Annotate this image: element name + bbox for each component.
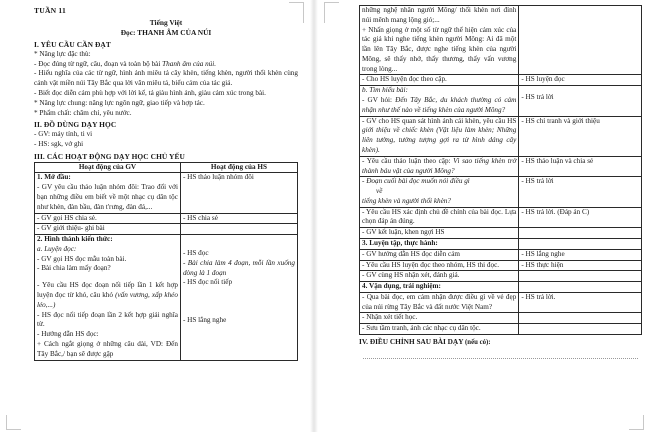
- cell-paragraph: [362, 6, 516, 26]
- cell-text: - Hướng dẫn HS đọc:: [37, 330, 99, 339]
- cell-paragraph: [362, 75, 516, 85]
- table-row: [360, 282, 642, 293]
- cell-spacer: [183, 242, 295, 249]
- cell-paragraph: [183, 173, 295, 183]
- column-header-student: Hoạt động của HS: [180, 162, 297, 173]
- cell-text: - GV cùng HS nhận xét, đánh giá.: [362, 271, 460, 280]
- section-ii-heading: II. ĐỒ DÙNG DẠY HỌC: [34, 120, 117, 130]
- cell-paragraph: [521, 75, 639, 85]
- cell-text: - GV hướng dẫn HS đọc diễn cảm: [362, 249, 460, 258]
- cell-text-emphasis: giới thiệu về chiếc khèn (Vật liệu làm khèn; Những liên tưởng, tưởng tượng gợi ra từ hình dáng cây khèn).: [362, 126, 517, 154]
- cell-paragraph: [362, 197, 516, 207]
- document-page-left: [0, 0, 310, 432]
- cell-paragraph: [362, 261, 516, 271]
- cell-paragraph: [183, 259, 295, 279]
- cell-paragraph: [183, 214, 295, 224]
- cell-student-activity: [519, 282, 642, 293]
- activities-table-left: [34, 162, 298, 361]
- cell-paragraph: [37, 214, 178, 224]
- cell-teacher-activity: [35, 213, 181, 224]
- cell-text: - Sưu tầm tranh, ảnh các nhạc cụ dân tộc.: [362, 324, 481, 333]
- cell-teacher-activity: [360, 313, 519, 324]
- cell-teacher-activity: [360, 324, 519, 335]
- activities-table-right: [359, 5, 642, 335]
- section-i-heading: I. YÊU CẦU CẦN ĐẠT: [34, 39, 111, 49]
- table-row: [360, 116, 642, 156]
- cell-student-activity: [519, 207, 642, 228]
- cell-text: 4. Vận dụng, trải nghiệm:: [362, 282, 441, 291]
- cell-text: - GV hỏi:: [362, 96, 396, 105]
- page-corner-mark-bottom-right: [629, 415, 644, 430]
- cell-paragraph: [37, 183, 178, 212]
- cell-text: - HS trả lời.: [521, 292, 556, 301]
- cell-text: - GV gọi HS chia sẻ.: [37, 213, 97, 222]
- cell-text: - Yêu cầu thảo luận theo cặp:: [362, 156, 454, 165]
- cell-paragraph: [521, 293, 639, 303]
- cell-paragraph: [362, 228, 516, 238]
- cell-student-activity: [519, 75, 642, 86]
- cell-paragraph: [362, 26, 516, 75]
- table-row: [360, 6, 642, 75]
- objective-item-1: [34, 60, 298, 70]
- subject-title: Tiếng Việt: [149, 18, 183, 27]
- cell-text: - Yêu cầu HS luyện đọc theo nhóm, HS thi đọc.: [362, 260, 500, 269]
- cell-text: - HS lắng nghe: [182, 316, 227, 325]
- cell-paragraph: [521, 157, 639, 167]
- cell-teacher-activity: [360, 282, 519, 293]
- cell-text: b. Tìm hiểu bài:: [362, 86, 408, 95]
- table-row: [360, 238, 642, 249]
- cell-text: - HS đọc nối tiếp đoạn lần 2 kết hợp giải nghĩa từ.: [37, 310, 178, 329]
- cell-teacher-activity: [360, 228, 519, 239]
- table-row: [360, 324, 642, 335]
- page-corner-mark-top-left: [324, 2, 339, 23]
- cell-teacher-activity: [360, 156, 519, 177]
- cell-student-activity: [180, 173, 297, 213]
- cell-paragraph: [521, 117, 639, 127]
- cell-teacher-activity: [360, 177, 519, 207]
- cell-teacher-activity: [35, 235, 181, 360]
- competency-general: * Năng lực chung: năng lực ngôn ngữ, giao tiếp và hợp tác.: [34, 98, 205, 107]
- teaching-aid-teacher: - GV: máy tính, ti vi: [34, 130, 93, 139]
- cell-paragraph: [362, 282, 516, 292]
- cell-paragraph: [183, 249, 295, 259]
- reading-title: Đọc: THANH ÂM CỦA NÚI: [120, 27, 212, 37]
- teaching-aid-student: - HS: sgk, vở ghi: [34, 140, 84, 149]
- objective-item-3: - Biết đọc diễn cảm phù hợp với lời kể, tả giàu hình ảnh, giàu cảm xúc trong bài.: [34, 88, 266, 97]
- table-row: [360, 292, 642, 313]
- page-gutter-divider: [310, 0, 318, 432]
- cell-teacher-activity: [360, 249, 519, 260]
- table-row: [360, 177, 642, 207]
- cell-student-activity: [519, 271, 642, 282]
- cell-spacer: [183, 235, 295, 242]
- section-iv-title: IV. ĐIỀU CHỈNH SAU BÀI DẠY: [359, 337, 466, 346]
- cell-student-activity: [519, 228, 642, 239]
- cell-spacer: [183, 295, 295, 302]
- table-row: [360, 313, 642, 324]
- cell-text-emphasis: Vì sao tiếng khèn trở thành báu vật của người Mông?: [362, 156, 517, 175]
- cell-paragraph: [521, 208, 639, 218]
- cell-student-activity: [180, 235, 297, 360]
- page-corner-mark-bottom-left: [6, 415, 21, 430]
- cell-paragraph: [362, 324, 516, 334]
- cell-student-activity: [519, 249, 642, 260]
- cell-paragraph: [37, 224, 178, 234]
- table-row: [360, 228, 642, 239]
- cell-paragraph: [362, 293, 516, 313]
- section-iv-fill-rule: [363, 358, 638, 359]
- table-row: [360, 260, 642, 271]
- cell-student-activity: [519, 324, 642, 335]
- cell-text: - HS luyện đọc: [521, 75, 565, 84]
- cell-text: - HS trả lời: [521, 177, 554, 186]
- cell-paragraph: [362, 157, 516, 177]
- cell-teacher-activity: [360, 260, 519, 271]
- cell-paragraph: [183, 278, 295, 288]
- cell-student-activity: [519, 6, 642, 75]
- cell-teacher-activity: [360, 6, 519, 75]
- cell-paragraph: [37, 245, 178, 255]
- cell-text: về: [376, 187, 383, 196]
- objective-item-1-text: - Đọc đúng từ ngữ, câu, đoạn và toàn bộ bài: [34, 59, 163, 68]
- cell-text: - GV kết luận, khen ngợi HS: [362, 228, 445, 237]
- cell-text: a. Luyện đọc:: [37, 244, 77, 253]
- table-row: [360, 86, 642, 116]
- cell-paragraph: [521, 93, 639, 103]
- cell-text: - GV gọi HS đọc mẫu toàn bài.: [37, 254, 127, 263]
- cell-paragraph: [521, 261, 639, 271]
- competency-specific-label: * Năng lực đặc thù:: [34, 49, 91, 58]
- cell-teacher-activity: [360, 207, 519, 228]
- cell-text: - HS lắng nghe: [521, 249, 565, 258]
- cell-paragraph: [37, 340, 178, 360]
- cell-text: 3. Luyện tập, thực hành:: [362, 238, 438, 247]
- table-row: [35, 173, 298, 213]
- cell-text: - Bài chia làm mấy đoạn?: [37, 264, 111, 273]
- cell-spacer: [37, 274, 178, 281]
- cell-text: - GV cho HS quan sát hình ảnh cái khèn, yêu cầu HS: [362, 116, 517, 125]
- activities-table-left-body: [35, 173, 298, 360]
- cell-teacher-activity: [360, 292, 519, 313]
- cell-text: + Cách ngắt giọng ở những câu dài, VD: Đến Tây Bắc,/ bạn sẽ được gặp: [37, 339, 178, 358]
- cell-paragraph: [37, 311, 178, 331]
- cell-student-activity: [519, 116, 642, 156]
- cell-text: - Yêu cầu HS xác định chủ đề chính của bài đọc. Lựa chọn đáp án đúng.: [362, 207, 517, 226]
- cell-text: - Đoạn cuối bài đọc muốn nói điều gì: [362, 177, 470, 186]
- cell-paragraph: [37, 173, 178, 183]
- cell-paragraph: [362, 239, 516, 249]
- table-header-row: [35, 162, 298, 173]
- cell-teacher-activity: [360, 238, 519, 249]
- cell-paragraph: [37, 264, 178, 274]
- cell-text: - Cho HS luyện đọc theo cặp.: [362, 75, 447, 84]
- cell-text: + Nhấn giọng ở một số từ ngữ thể hiện cảm xúc của tác giả khi nghe tiếng khèn người Mông: Ai đã một lần lên Tây Bắc, được nghe tiếng khèn của người Mông, sẽ thấy nhớ, thấy thương, thấy vấn vương trong lòng...: [362, 25, 517, 73]
- cell-student-activity: [180, 224, 297, 235]
- cell-paragraph: [183, 316, 295, 326]
- cell-teacher-activity: [360, 75, 519, 86]
- cell-spacer: [183, 302, 295, 309]
- cell-spacer: [183, 288, 295, 295]
- table-row: [35, 213, 298, 224]
- table-row: [360, 207, 642, 228]
- section-iv-heading: [359, 337, 642, 346]
- cell-text: - HS trả lời. (Đáp án C): [521, 207, 590, 216]
- cell-paragraph: [37, 255, 178, 265]
- cell-paragraph: [362, 271, 516, 281]
- cell-paragraph: [362, 250, 516, 260]
- cell-spacer: [183, 309, 295, 316]
- section-iii-heading: III. CÁC HOẠT ĐỘNG DẠY HỌC CHỦ YẾU: [34, 151, 185, 161]
- cell-text: - Bài chia làm 4 đoạn, mỗi lần xuống dòng là 1 đoạn: [182, 258, 295, 277]
- cell-text: - HS trả lời: [521, 93, 554, 102]
- column-header-teacher: Hoạt động của GV: [35, 162, 181, 173]
- cell-paragraph: [362, 187, 516, 197]
- table-row: [35, 224, 298, 235]
- cell-paragraph: [37, 235, 178, 245]
- cell-text-emphasis: (vấn vương, xấp khéo léo,...): [37, 291, 178, 309]
- cell-student-activity: [519, 86, 642, 116]
- cell-student-activity: [519, 260, 642, 271]
- cell-paragraph: [362, 313, 516, 323]
- cell-paragraph: [362, 177, 516, 187]
- cell-paragraph: [521, 177, 639, 187]
- cell-teacher-activity: [360, 271, 519, 282]
- objective-item-2: - Hiểu nghĩa của các từ ngữ, hình ảnh miêu tả cây khèn, tiếng khèn, người thổi khèn cùng cảnh vật miền núi Tây Bắc qua lời văn miêu tả, biểu cảm của tác giả.: [34, 69, 298, 88]
- cell-teacher-activity: [35, 224, 181, 235]
- cell-text: - Yêu cầu HS đọc đoạn nối tiếp lần 1 kết hợp luyện đọc từ khó, câu khó: [37, 281, 178, 300]
- cell-paragraph: [37, 330, 178, 340]
- cell-text: - HS đọc: [182, 249, 209, 258]
- cell-text: - Qua bài đọc, em cảm nhận được điều gì về vẻ đẹp của núi rừng Tây Bắc và đất nước Việt Nam?: [362, 292, 517, 311]
- cell-text: - HS đọc nối tiếp: [182, 278, 233, 287]
- cell-text: - Nhận xét tiết học.: [362, 313, 418, 322]
- table-row: [35, 235, 298, 360]
- cell-paragraph: [521, 250, 639, 260]
- cell-student-activity: [519, 292, 642, 313]
- cell-student-activity: [519, 156, 642, 177]
- cell-paragraph: [362, 96, 516, 116]
- cell-text: 2. Hình thành kiến thức:: [37, 235, 113, 244]
- cell-student-activity: [180, 213, 297, 224]
- table-row: [360, 249, 642, 260]
- activities-table-right-body: [360, 6, 642, 335]
- cell-text: - HS thực hiện: [521, 260, 564, 269]
- cell-text-emphasis: Đến Tây Bắc, du khách thường có cảm nhận như thế nào về tiếng khèn của người Mông?: [362, 96, 517, 114]
- cell-text: - HS chia sẻ: [182, 213, 218, 222]
- cell-teacher-activity: [360, 86, 519, 116]
- cell-text: tiếng khèn và người thổi khèn?: [362, 196, 451, 205]
- cell-paragraph: [362, 117, 516, 156]
- objective-item-1-title: Thanh âm của núi.: [162, 59, 217, 68]
- cell-text: - GV yêu cầu thảo luận nhóm đôi: Trao đổi với bạn những điều em biết về một nhạc cụ dân tộc như khèn, đàn bầu, đàn t'rưng, đàn đá,...: [37, 183, 178, 211]
- cell-text: - HS chỉ tranh và giới thiệu: [521, 116, 600, 125]
- cell-spacer: [521, 86, 639, 93]
- table-row: [360, 156, 642, 177]
- cell-student-activity: [519, 238, 642, 249]
- week-label: TUẦN 11: [34, 6, 66, 15]
- cell-student-activity: [519, 313, 642, 324]
- table-row: [360, 271, 642, 282]
- cell-paragraph: [362, 208, 516, 228]
- cell-text: - GV giới thiệu- ghi bài: [37, 224, 105, 233]
- cell-teacher-activity: [360, 116, 519, 156]
- cell-text: 1. Mở đầu:: [37, 173, 71, 182]
- cell-paragraph: [362, 86, 516, 96]
- cell-text: - HS thảo luận nhóm đôi: [182, 173, 254, 182]
- cell-student-activity: [519, 177, 642, 207]
- cell-text: - HS thảo luận và chia sẻ: [521, 156, 594, 165]
- section-iv-note: (nếu có):: [465, 339, 491, 346]
- cell-paragraph: [37, 281, 178, 310]
- cell-teacher-activity: [35, 173, 181, 213]
- table-row: [360, 75, 642, 86]
- document-page-right: [318, 0, 650, 432]
- cell-text: những nghệ nhân người Mông/ thổi khèn nơi đỉnh núi mênh mang lộng gió;...: [362, 6, 517, 24]
- quality-trait: * Phẩm chất: chăm chỉ, yêu nước.: [34, 108, 132, 117]
